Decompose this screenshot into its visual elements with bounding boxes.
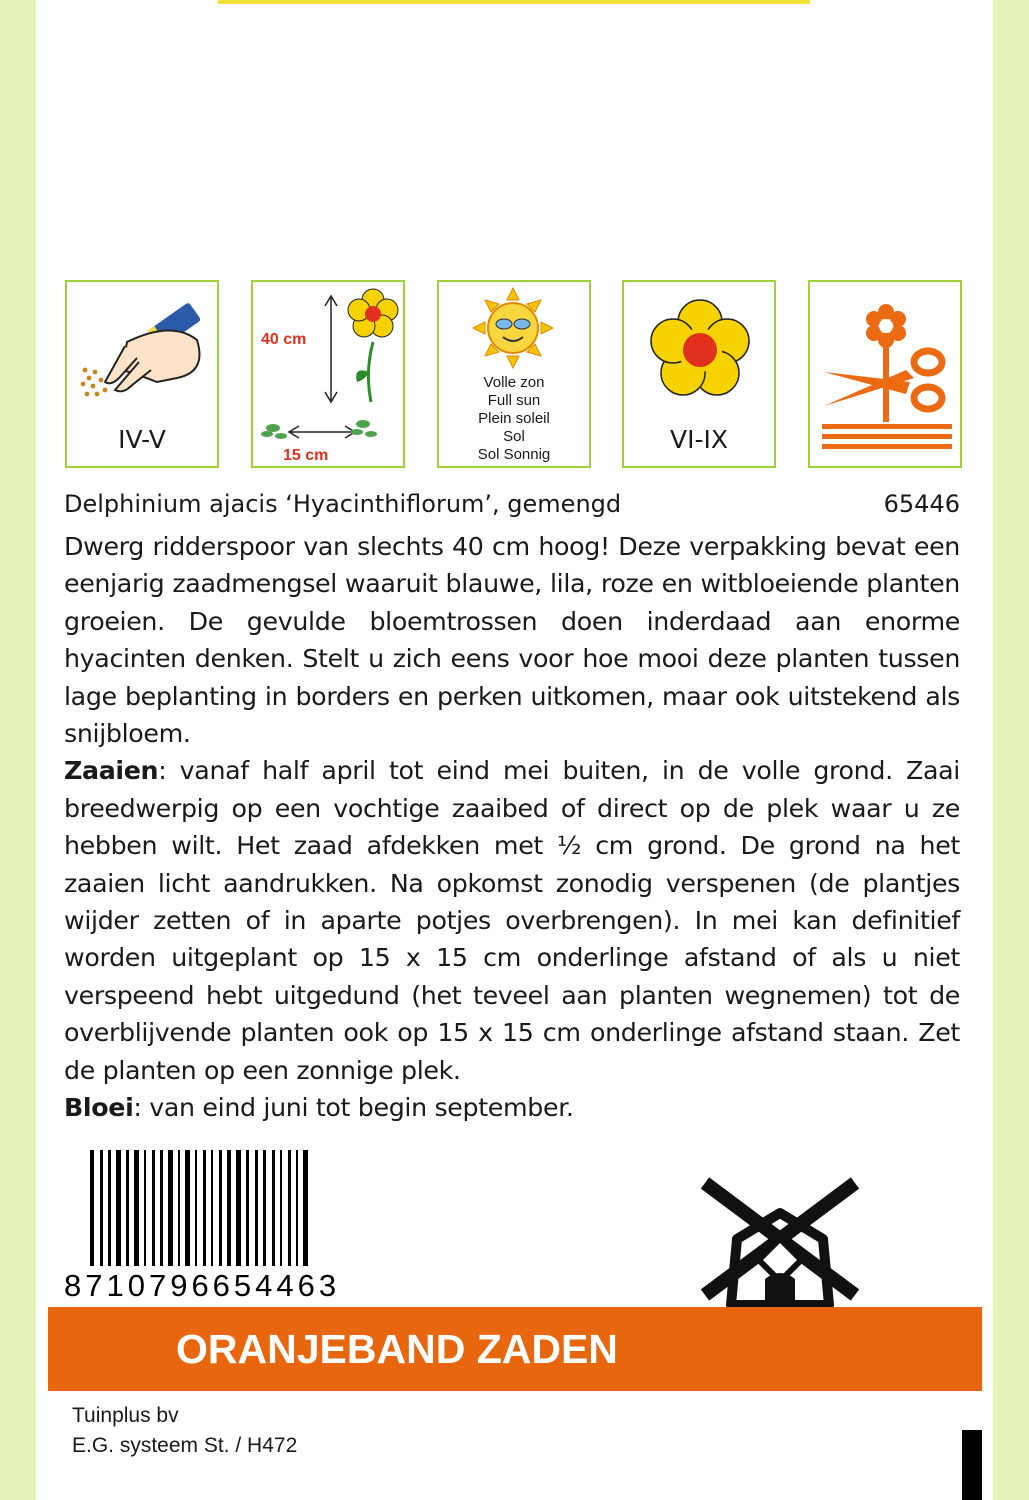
company-name: Tuinplus bv: [72, 1404, 179, 1427]
bloom-paragraph: [64, 1089, 960, 1126]
barcode-bar: [255, 1150, 258, 1266]
barcode-bar: [90, 1150, 94, 1266]
barcode-bar: [116, 1150, 121, 1266]
plant-size-box: [251, 280, 405, 468]
sowing-heading: Zaaien: [64, 756, 159, 786]
system-code: E.G. systeem St. / H472: [72, 1434, 298, 1457]
barcode-bar: [246, 1150, 249, 1266]
description-text: Dwerg ridderspoor van slechts 40 cm hoog! Deze verpakking bevat een eenjarig zaadmengsel waaruit blauwe, lila, roze en witbloeiende planten groeien. De gevulde bloemtrossen doen inderdaad aan enorme hyacinten denken. Stelt u zich eens voor hoe mooi deze planten tussen lage beplanting in borders en perken uitkomen, maar ook uitstekend als snijbloem.: [64, 532, 960, 749]
barcode: [60, 1150, 418, 1302]
sun-line-en: Full sun: [487, 392, 541, 409]
height-label: 40 cm: [261, 331, 307, 348]
print-mark: [962, 1430, 982, 1500]
barcode-bar: [280, 1150, 282, 1266]
barcode-bar: [272, 1150, 275, 1266]
barcode-bar: [288, 1150, 291, 1266]
barcode-bar: [160, 1150, 163, 1266]
barcode-bar: [144, 1150, 146, 1266]
barcode-bar: [263, 1150, 266, 1266]
bloom-text: : van eind juni tot begin september.: [133, 1093, 574, 1123]
sowing-paragraph: [64, 752, 960, 1089]
description-block: [64, 528, 960, 1127]
product-title-row: [64, 490, 960, 526]
barcode-bar: [236, 1150, 241, 1266]
barcode-bar: [185, 1150, 190, 1266]
sowing-text: : vanaf half april tot eind mei buiten, in de volle grond. Zaai breedwerpig op een vochtige zaaibed of direct op de plek waar u ze hebben wilt. Het zaad afdekken met ½ cm grond. De grond na het zaaien licht aandrukken. Na opkomst zonodig verspenen (de plantjes wijder zetten of in aparte potjes overbrengen). In mei kan definitief worden uitgeplant op 15 x 15 cm onderlinge afstand of als u niet verspeend hebt uitgedund (het teveel aan planten wegnemen) tot de overblijvende planten ook op 15 x 15 cm onderlinge afstand staan. Zet de planten op een zonnige plek.: [64, 756, 960, 1085]
barcode-bar: [195, 1150, 197, 1266]
product-code: 65446: [883, 490, 960, 518]
bloom-period-label: VI-IX: [670, 425, 728, 454]
sun-line-fr: Plein soleil: [478, 410, 550, 427]
barcode-bar: [178, 1150, 180, 1266]
top-yellow-strip: [218, 0, 810, 4]
barcode-bar: [168, 1150, 173, 1266]
barcode-bar: [108, 1150, 111, 1266]
bloom-period-box: [622, 280, 776, 468]
barcode-bar: [134, 1150, 139, 1266]
sun-line-de: Sol Sonnig: [477, 446, 551, 463]
barcode-bar: [203, 1150, 206, 1266]
brand-band: [48, 1307, 982, 1391]
product-name: Delphinium ajacis ‘Hyacinthiflorum’, gemengd: [64, 490, 622, 518]
barcode-bar: [296, 1150, 298, 1266]
spacing-label: 15 cm: [283, 447, 329, 464]
barcode-bar: [227, 1150, 231, 1266]
barcode-bar: [152, 1150, 155, 1266]
sun-icon: [439, 282, 589, 382]
sowing-time-box: [65, 280, 219, 468]
barcode-bar: [211, 1150, 213, 1266]
cut-flower-scissors-icon: [810, 282, 960, 466]
sun-requirement-box: [437, 280, 591, 468]
barcode-bar: [100, 1150, 103, 1266]
sun-line-nl: Volle zon: [483, 374, 545, 391]
sun-line-es: Sol: [503, 428, 525, 445]
barcode-digits: 8710796654463: [64, 1268, 341, 1302]
cut-flower-box: [808, 280, 962, 468]
sowing-period-label: IV-V: [118, 425, 166, 454]
flower-icon: [624, 282, 774, 422]
barcode-bar: [219, 1150, 222, 1266]
barcode-bar: [126, 1150, 129, 1266]
plant-size-icon: [253, 282, 403, 466]
barcode-bars: [60, 1150, 418, 1302]
brand-name: ORANJEBAND ZADEN: [176, 1326, 618, 1372]
barcode-bar: [303, 1150, 308, 1266]
bloom-heading: Bloei: [64, 1093, 134, 1123]
